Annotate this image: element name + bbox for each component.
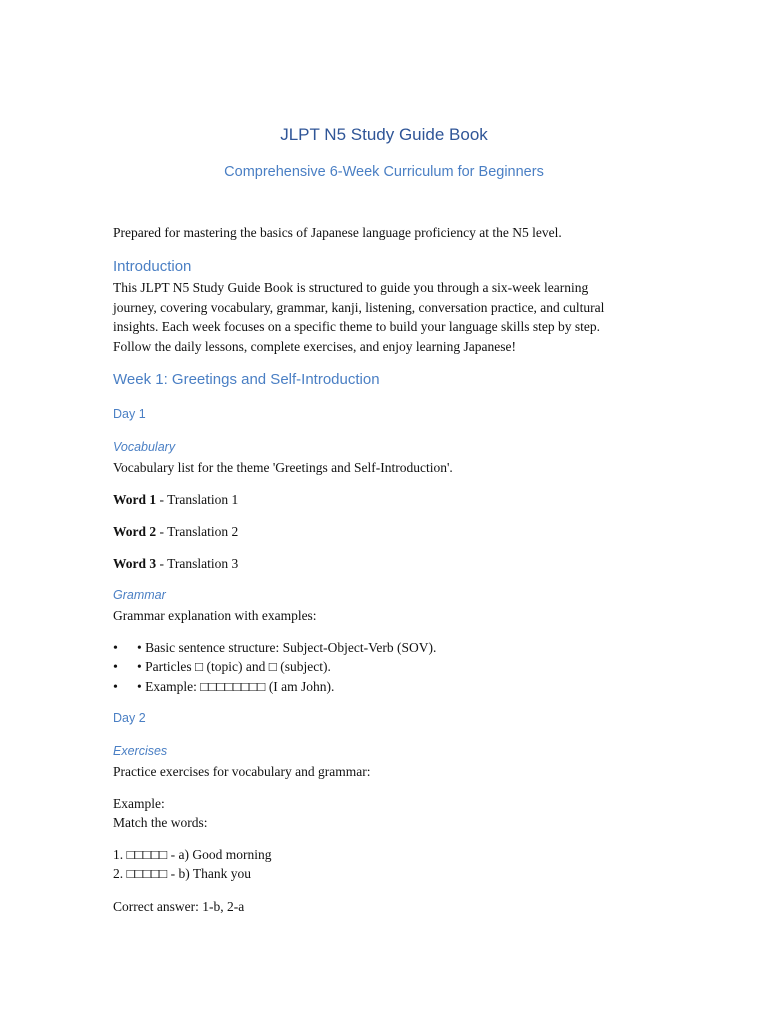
grammar-bullet-item — [113, 657, 331, 678]
example-label: Example: — [113, 796, 165, 811]
grammar-bullet-text: • Basic sentence structure: Subject-Object-Verb (SOV). — [137, 640, 437, 655]
introduction-paragraph — [113, 278, 673, 356]
vocabulary-item — [113, 522, 673, 542]
vocabulary-word: Word 3 — [113, 556, 157, 571]
day2-heading: Day 2 — [113, 711, 146, 725]
grammar-bullet-text: • Example: □□□□□□□□ (I am John). — [137, 679, 335, 694]
introduction-line: journey, covering vocabulary, grammar, kanji, listening, conversation practice, and cultural — [113, 299, 605, 315]
vocabulary-item — [113, 490, 673, 510]
prepared-statement: Prepared for mastering the basics of Japanese language proficiency at the N5 level. — [113, 225, 562, 240]
vocabulary-intro: Vocabulary list for the theme 'Greetings and Self-Introduction'. — [113, 460, 453, 475]
exercises-heading: Exercises — [113, 744, 168, 758]
grammar-intro: Grammar explanation with examples: — [113, 608, 317, 623]
bullet-icon: • — [113, 680, 118, 695]
exercise-item: 2. □□□□□ - b) Thank you — [113, 866, 252, 881]
exercise-item: 1. □□□□□ - a) Good morning — [113, 847, 272, 862]
introduction-line: insights. Each week focuses on a specific theme to build your language skills step by step. — [113, 319, 601, 334]
correct-answer: Correct answer: 1-b, 2-a — [113, 899, 245, 914]
match-instruction: Match the words: — [113, 815, 208, 830]
week1-heading: Week 1: Greetings and Self-Introduction — [113, 371, 380, 388]
vocabulary-word: Word 2 — [113, 524, 157, 539]
vocabulary-translation: - Translation 3 — [156, 556, 239, 571]
bullet-icon: • — [113, 660, 118, 675]
document-title: JLPT N5 Study Guide Book — [280, 125, 488, 144]
vocabulary-heading: Vocabulary — [113, 440, 176, 454]
vocabulary-translation: - Translation 1 — [156, 492, 239, 507]
grammar-bullet-item — [113, 638, 436, 659]
grammar-bullet-text: • Particles □ (topic) and □ (subject). — [137, 659, 331, 674]
vocabulary-item — [113, 554, 673, 574]
bullet-icon: • — [113, 641, 118, 656]
vocabulary-word: Word 1 — [113, 492, 157, 507]
exercises-intro: Practice exercises for vocabulary and grammar: — [113, 764, 371, 779]
introduction-heading: Introduction — [113, 258, 192, 275]
introduction-line: This JLPT N5 Study Guide Book is structured to guide you through a six-week learning — [113, 280, 589, 295]
grammar-bullet-item — [113, 677, 334, 698]
vocabulary-translation: - Translation 2 — [156, 524, 239, 539]
grammar-heading: Grammar — [113, 588, 166, 602]
document-subtitle: Comprehensive 6-Week Curriculum for Beginners — [224, 164, 544, 180]
day1-heading: Day 1 — [113, 407, 146, 421]
introduction-line: Follow the daily lessons, complete exercises, and enjoy learning Japanese! — [113, 338, 517, 354]
